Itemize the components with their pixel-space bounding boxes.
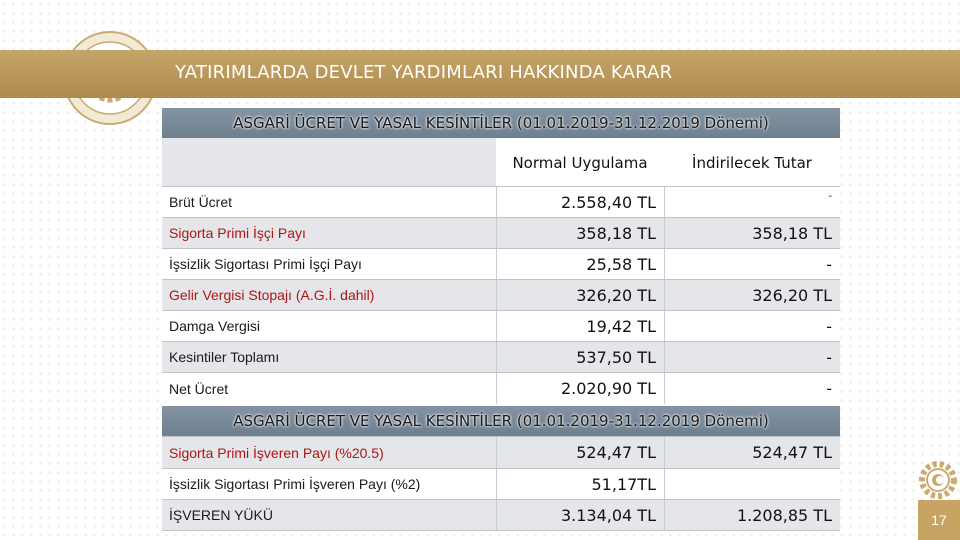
page-title: YATIRIMLARDA DEVLET YARDIMLARI HAKKINDA KARAR: [175, 62, 673, 83]
row-normal-value: 25,58 TL: [496, 249, 664, 279]
row-normal-value: 2.020,90 TL: [496, 373, 664, 404]
row-label: İŞVEREN YÜKÜ: [162, 500, 496, 530]
row-normal-value: 3.134,04 TL: [496, 500, 664, 530]
row-label: Net Ücret: [162, 373, 496, 404]
row-normal-value: 358,18 TL: [496, 218, 664, 248]
row-label: Sigorta Primi İşveren Payı (%20.5): [162, 437, 496, 468]
row-label: Kesintiler Toplamı: [162, 342, 496, 372]
row-normal-value: 524,47 TL: [496, 437, 664, 468]
row-normal-value: 2.558,40 TL: [496, 187, 664, 217]
row-label: Sigorta Primi İşçi Payı: [162, 218, 496, 248]
row-normal-value: 51,17TL: [496, 469, 664, 499]
section-header-2: ASGARİ ÜCRET VE YASAL KESİNTİLER (01.01.2019-31.12.2019 Dönemi): [162, 406, 840, 436]
row-indirim-value: -: [664, 187, 840, 217]
row-indirim-value: -: [664, 373, 840, 404]
row-label: Brüt Ücret: [162, 187, 496, 217]
table-row: [162, 186, 840, 217]
table-row: [162, 248, 840, 279]
row-indirim-value: 524,47 TL: [664, 437, 840, 468]
section-header-1: ASGARİ ÜCRET VE YASAL KESİNTİLER (01.01.2019-31.12.2019 Dönemi): [162, 108, 840, 138]
row-label: Damga Vergisi: [162, 311, 496, 341]
row-indirim-value: [664, 469, 840, 499]
table-row: [162, 372, 840, 404]
column-header-indirim: İndirilecek Tutar: [692, 154, 812, 172]
row-label: Gelir Vergisi Stopajı (A.G.İ. dahil): [162, 280, 496, 310]
row-indirim-value: 326,20 TL: [664, 280, 840, 310]
table-row: [162, 310, 840, 341]
table-row: [162, 279, 840, 310]
row-indirim-value: -: [664, 311, 840, 341]
row-label: İşsizlik Sigortası Primi İşveren Payı (%2): [162, 469, 496, 499]
table-corner-cell: [162, 138, 496, 186]
column-header-normal: Normal Uygulama: [512, 154, 648, 172]
row-normal-value: 326,20 TL: [496, 280, 664, 310]
table-row: [162, 436, 840, 468]
row-normal-value: 537,50 TL: [496, 342, 664, 372]
table-row: [162, 341, 840, 372]
row-indirim-value: -: [664, 249, 840, 279]
row-indirim-value: -: [664, 342, 840, 372]
row-normal-value: 19,42 TL: [496, 311, 664, 341]
row-indirim-value: 1.208,85 TL: [664, 500, 840, 530]
row-indirim-value: 358,18 TL: [664, 218, 840, 248]
row-label: İşsizlik Sigortası Primi İşçi Payı: [162, 249, 496, 279]
table-row-total: [162, 499, 840, 531]
page-number: 17: [918, 500, 960, 540]
table-row: [162, 217, 840, 248]
table-row: [162, 468, 840, 499]
gear-logo-icon: [918, 460, 958, 500]
